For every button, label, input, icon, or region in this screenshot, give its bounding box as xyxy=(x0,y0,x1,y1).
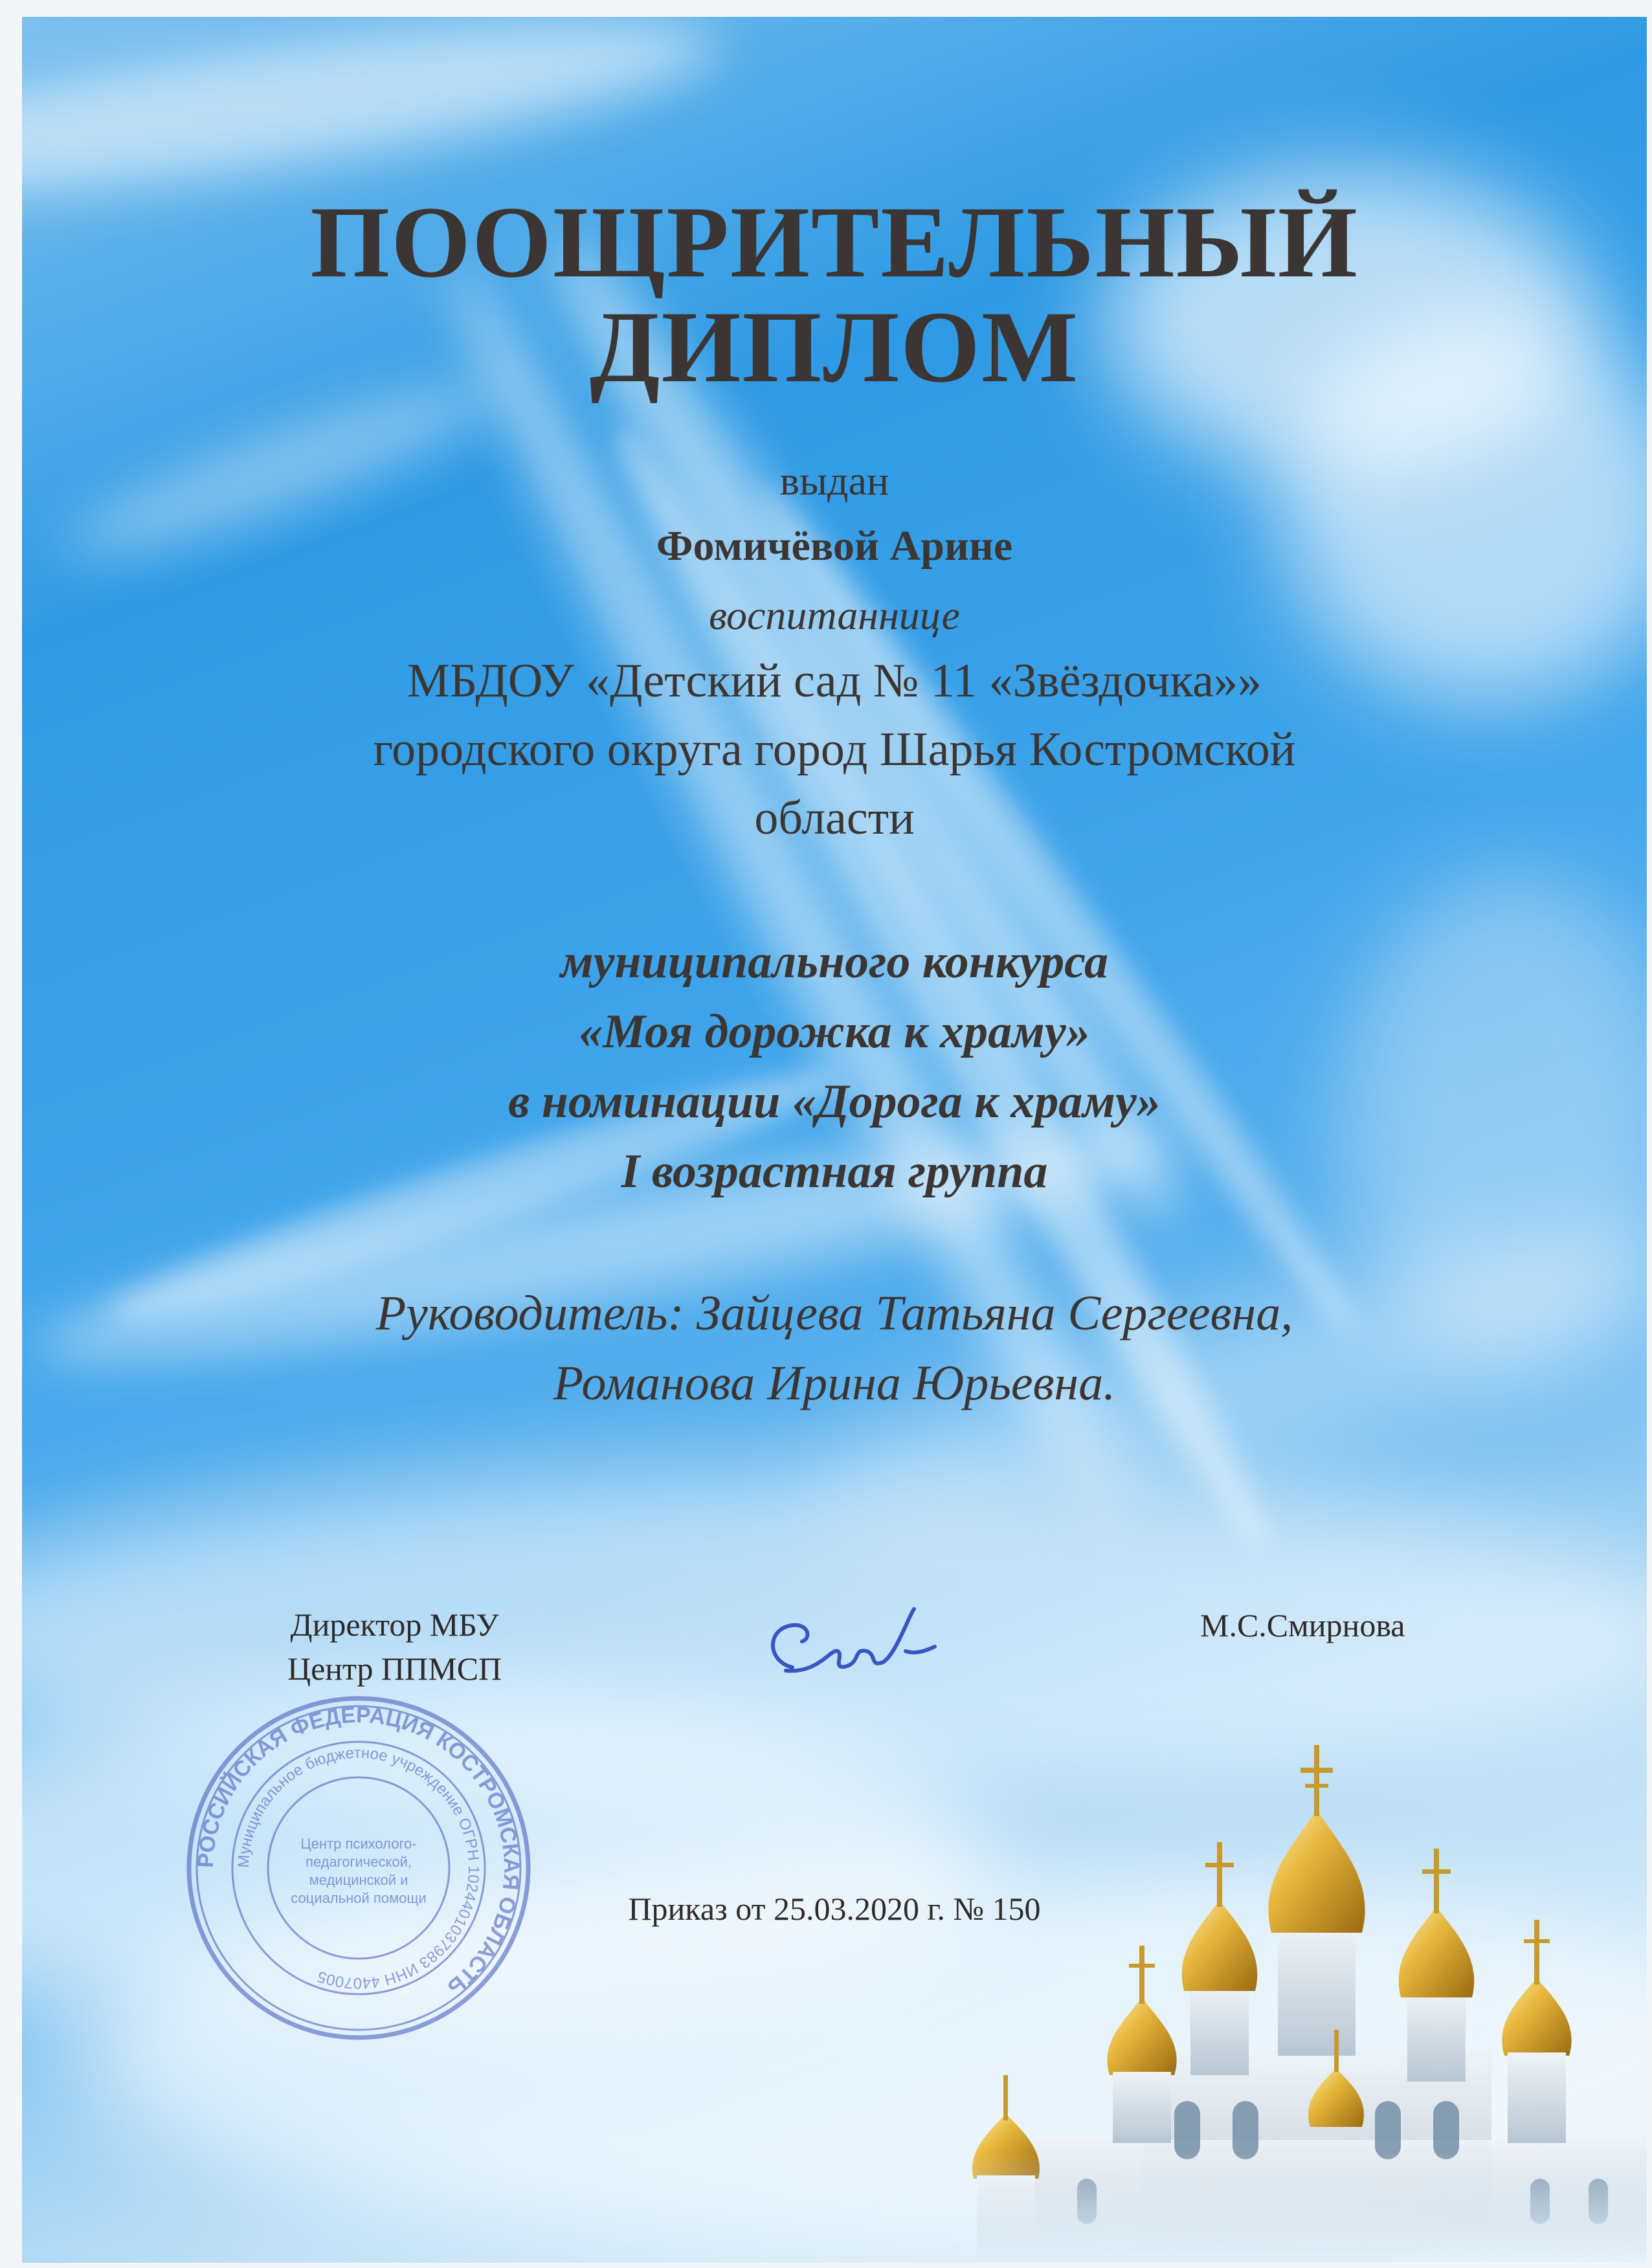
order-reference: Приказ от 25.03.2020 г. № 150 xyxy=(628,1891,1041,1927)
contest-line: I возрастная группа xyxy=(621,1145,1048,1198)
issued-label: выдан xyxy=(779,458,889,504)
recipient-role: воспитаннице xyxy=(709,592,960,638)
contest-line: муниципального конкурса xyxy=(560,935,1108,988)
svg-text:Центр психолого-: Центр психолого- xyxy=(300,1836,417,1852)
diploma-title-line1: ПООЩРИТЕЛЬНЫЙ xyxy=(310,186,1359,299)
svg-text:педагогической,: педагогической, xyxy=(305,1854,412,1870)
official-stamp xyxy=(184,1693,533,2043)
diploma-title-line2: ДИПЛОМ xyxy=(589,291,1080,404)
contest-line: «Моя дорожка к храму» xyxy=(579,1005,1090,1058)
stamp-inner-ring-text: Муниципальное бюджетное учреждение ОГРН 1024401037983 ИНН 4407005 xyxy=(234,1744,483,1992)
supervisor-line: Руководитель: Зайцева Татьяна Сергеевна, xyxy=(375,1286,1293,1340)
director-title-line: Центр ППМСП xyxy=(287,1651,502,1687)
supervisor-line: Романова Ирина Юрьевна. xyxy=(553,1356,1116,1410)
organization-line: области xyxy=(754,792,915,845)
diploma-sheet xyxy=(22,17,1647,2263)
recipient-name: Фомичёвой Арине xyxy=(656,522,1013,570)
svg-text:социальной помощи: социальной помощи xyxy=(291,1890,427,1906)
organization-line: городского округа город Шарья Костромской xyxy=(373,723,1296,776)
director-title xyxy=(287,1603,502,1691)
director-name: М.С.Смирнова xyxy=(1200,1607,1405,1643)
contest-line: в номинации «Дорога к храму» xyxy=(508,1075,1161,1128)
organization-line: МБДОУ «Детский сад № 11 «Звёздочка»» xyxy=(407,654,1262,707)
stamp-outer-ring-text: РОССИЙСКАЯ ФЕДЕРАЦИЯ КОСТРОМСКАЯ ОБЛАСТЬ xyxy=(193,1702,524,2000)
svg-text:медицинской и: медицинской и xyxy=(309,1872,408,1888)
director-title-line: Директор МБУ xyxy=(290,1606,499,1643)
cathedral-illustration xyxy=(948,1713,1647,2263)
handwritten-signature xyxy=(747,1590,941,1706)
